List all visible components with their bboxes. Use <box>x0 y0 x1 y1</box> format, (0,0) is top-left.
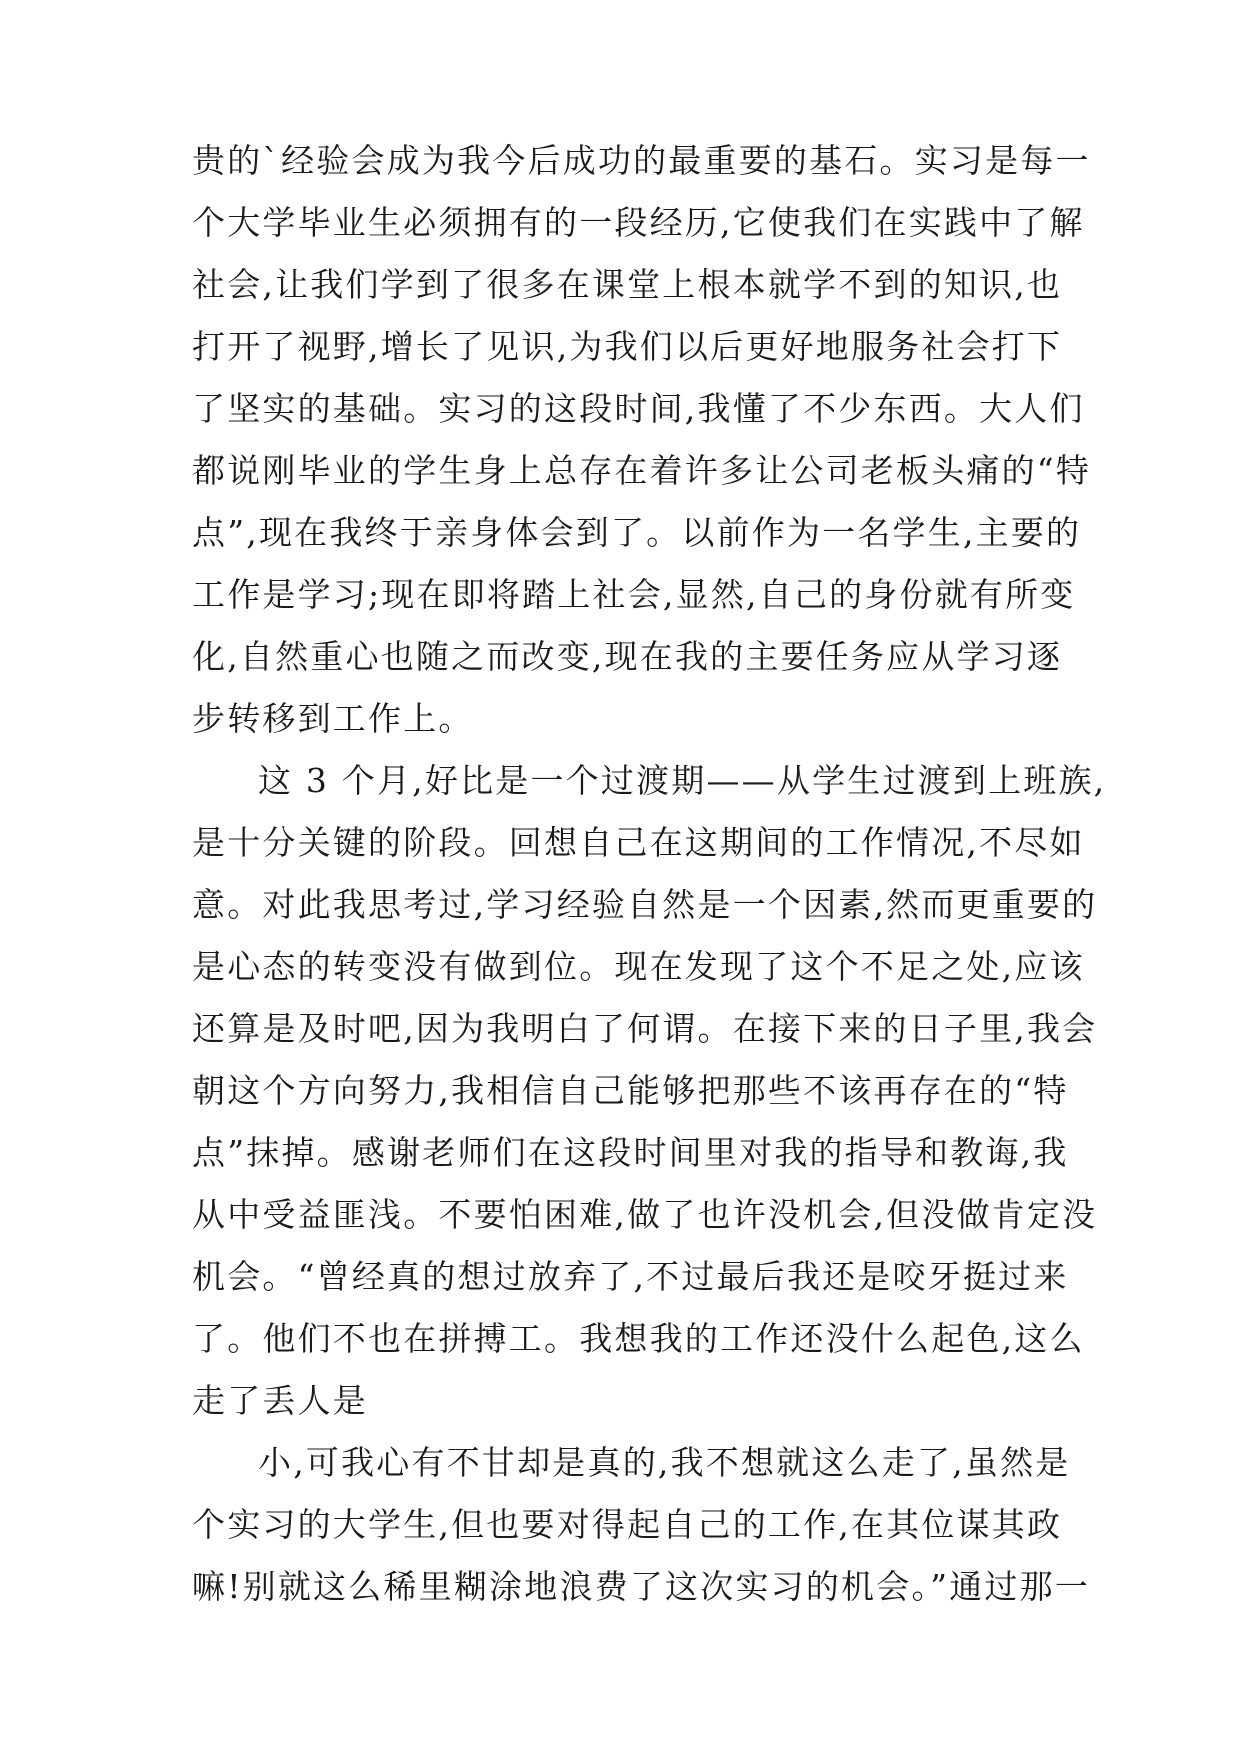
text-line: 朝这个方向努力,我相信自己能够把那些不该再存在的“特 <box>192 1071 1069 1110</box>
text-line: 步转移到工作上。 <box>192 699 474 738</box>
text-line: 走了丢人是 <box>192 1381 368 1420</box>
text-line: 都说刚毕业的学生身上总存在着许多让公司老板头痛的“特 <box>192 451 1092 490</box>
text-line: 从中受益匪浅。不要怕困难,做了也许没机会,但没做肯定没 <box>192 1195 1098 1234</box>
text-line: 小,可我心有不甘却是真的,我不想就这么走了,虽然是 <box>258 1443 1071 1482</box>
text-line: 这 3 个月,好比是一个过渡期——从学生过渡到上班族, <box>258 761 1107 800</box>
text-line: 个实习的大学生,但也要对得起自己的工作,在其位谋其政 <box>192 1505 1063 1544</box>
text-line: 是心态的转变没有做到位。现在发现了这个不足之处,应该 <box>192 947 1085 986</box>
text-line: 打开了视野,增长了见识,为我们以后更好地服务社会打下 <box>192 327 1063 366</box>
text-line: 意。对此我思考过,学习经验自然是一个因素,然而更重要的 <box>192 885 1098 924</box>
text-line: 贵的`经验会成为我今后成功的最重要的基石。实习是每一 <box>192 141 1091 180</box>
text-line: 机会。“曾经真的想过放弃了,不过最后我还是咬牙挺过来 <box>192 1257 1069 1296</box>
text-line: 嘛!别就这么稀里糊涂地浪费了这次实习的机会。”通过那一 <box>192 1567 1091 1606</box>
text-line: 点”,现在我终于亲身体会到了。以前作为一名学生,主要的 <box>192 513 1082 552</box>
text-line: 是十分关键的阶段。回想自己在这期间的工作情况,不尽如 <box>192 823 1085 862</box>
text-line: 工作是学习;现在即将踏上社会,显然,自己的身份就有所变 <box>192 575 1076 614</box>
text-line: 了坚实的基础。实习的这段时间,我懂了不少东西。大人们 <box>192 389 1085 428</box>
text-line: 了。他们不也在拼搏工。我想我的工作还没什么起色,这么 <box>192 1319 1085 1358</box>
text-line: 点”抹掉。感谢老师们在这段时间里对我的指导和教诲,我 <box>192 1133 1069 1172</box>
text-line: 个大学毕业生必须拥有的一段经历,它使我们在实践中了解 <box>192 203 1085 242</box>
text-line: 社会,让我们学到了很多在课堂上根本就学不到的知识,也 <box>192 265 1063 304</box>
text-line: 还算是及时吧,因为我明白了何谓。在接下来的日子里,我会 <box>192 1009 1098 1048</box>
text-line: 化,自然重心也随之而改变,现在我的主要任务应从学习逐 <box>192 637 1063 676</box>
